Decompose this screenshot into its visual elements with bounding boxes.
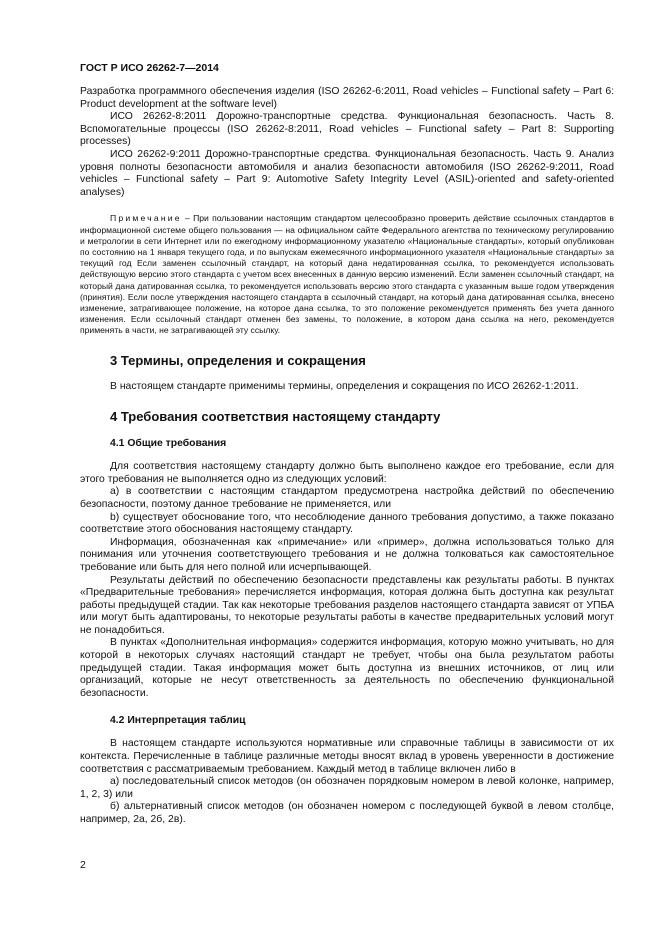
- list-item: b) существует обоснование того, что несоблюдение данного требования допустимо, а также показано соответствие этого обоснования настоящему стандарту.: [80, 511, 614, 536]
- note-label: Примечание: [110, 213, 182, 224]
- paragraph: В настоящем стандарте используются нормативные или справочные таблицы в зависимости от их контекста. Перечисленные в таблице различные методы вносят вклад в уровень уверенности в достижение соответствия с рассматриваемым требованием. Каждый метод в таблице включен либо в: [80, 738, 614, 775]
- subsection-4-1-title: 4.1 Общие требования: [110, 438, 227, 450]
- reference-item: ИСО 26262-9:2011 Дорожно-транспортные средства. Функциональная безопасность. Часть 9. Анализ уровня полноты безопасности автомобиля и анализ безопасности автомобиля (ISO 26262-9:2011, Road vehicles – Functional safety – Part 9: Automotive Safety Integrity Level (ASIL)-oriented and safety-oriented analyses): [80, 148, 614, 198]
- reference-item: ИСО 26262-8:2011 Дорожно-транспортные средства. Функциональная безопасность. Часть 8. Вспомогательные процессы (ISO 26262-8:2011, Road vehicles – Functional safety – Part 8: Supporting processes): [80, 111, 614, 148]
- note-paragraph: [80, 213, 614, 336]
- section-3-title: 3 Термины, определения и сокращения: [110, 352, 366, 368]
- subsection-4-2-title: 4.2 Интерпретация таблиц: [110, 715, 246, 727]
- list-item: а) в соответствии с настоящим стандартом предусмотрена настройка действий по обеспечению безопасности, поэтому данное требование не применяется, или: [80, 486, 614, 510]
- paragraph: В пунктах «Дополнительная информация» содержится информация, которую можно учитывать, но для которой в некоторых случаях настоящий стандарт не требует, чтобы она была результатом работы предыдущей стадии. Такая информация может быть доступна из внешних источников, от лиц или организаций, которые не несут ответственность за деятельность по обеспечению функциональной безопасности.: [80, 637, 614, 699]
- page-number: 2: [80, 859, 86, 871]
- section-3-text: В настоящем стандарте применимы термины, определения и сокращения по ИСО 26262-1:2011.: [110, 380, 579, 392]
- reference-item: Разработка программного обеспечения изделия (ISO 26262-6:2011, Road vehicles – Functional safety – Part 6: Product development at the software level): [80, 86, 614, 110]
- document-body: [80, 86, 614, 827]
- list-item: а) последовательный список методов (он обозначен порядковым номером в левой колонке, например, 1, 2, 3) или: [80, 776, 614, 800]
- note-text: – При пользовании настоящим стандартом целесообразно проверить действие ссылочных стандартов в информационной системе общего пользования — на официальном сайте Федерального агентства по техническому регулированию и метрологии в сети Интернет или по ежегодному информационному указателю «Национальные стандарты», который опубликован по состоянию на 1 января текущего года, и по выпускам ежемесячного информационного указателя «Национальные стандарты» за текущий год Если заменен ссылочный стандарт, на который дана недатированная ссылка, то рекомендуется использовать действующую версию этого стандарта с учетом всех внесенных в данную версию изменений. Если заменен ссылочный стандарт, на который дана датированная ссылка, то рекомендуется использовать версию этого стандарта с указанным выше годом утверждения (принятия). Если после утверждения настоящего стандарта в ссылочный стандарт, на который дана датированная ссылка, внесено изменение, затрагивающее положение, на которое дана ссылка, то это положение рекомендуется применять без учета данного изменения. Если ссылочный стандарт отменен без замены, то положение, в котором дана ссылка на него, рекомендуется применять в части, не затрагивающей эту ссылку.: [80, 213, 614, 336]
- section-4-title: 4 Требования соответствия настоящему стандарту: [110, 409, 441, 425]
- list-item: б) альтернативный список методов (он обозначен номером с последующей буквой в левом столбце, например, 2а, 2б, 2в).: [80, 801, 614, 826]
- document-header: ГОСТ Р ИСО 26262-7—2014: [80, 62, 219, 74]
- paragraph: Для соответствия настоящему стандарту должно быть выполнено каждое его требование, если для этого требования не выполняется одно из следующих условий:: [80, 461, 614, 485]
- paragraph: Результаты действий по обеспечению безопасности представлены как результаты работы. В пунктах «Предварительные требования» перечисляется информация, которая должна быть доступна как результат работы предыдущей стадии. Так как некоторые требования разделов настоящего стандарта зависят от УПБА или могут быть адаптированы, то некоторые результаты работы в качестве предварительных условий могут не понадобиться.: [80, 574, 614, 636]
- paragraph: Информация, обозначенная как «примечание» или «пример», должна использоваться только для понимания или уточнения соответствующего требования и не должна толковаться как самостоятельное требование или быть для него полной или исчерпывающей.: [80, 536, 614, 573]
